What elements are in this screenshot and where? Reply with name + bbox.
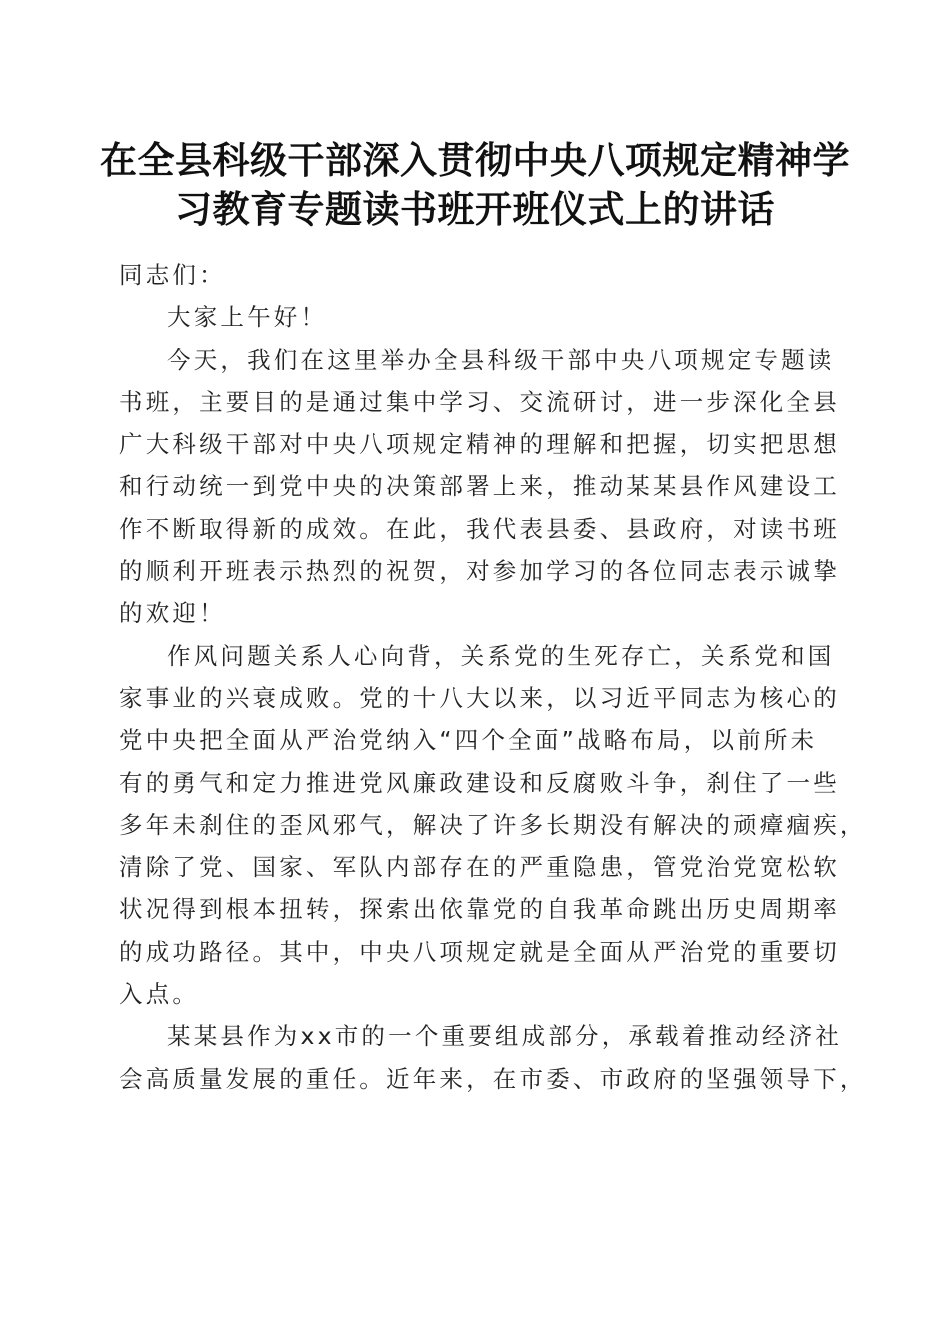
title-line-1: 在全县科级干部深入贯彻中央八项规定精神学 [100,138,850,182]
document-title [100,136,850,234]
document-body [119,254,867,1100]
paragraph-line: 书班，主要目的是通过集中学习、交流研讨，进一步深化全县 [119,387,840,416]
title-line-2: 习教育专题读书班开班仪式上的讲话 [175,187,775,231]
paragraph-line: 有的勇气和定力推进党风廉政建设和反腐败斗争，刹住了一些 [119,768,840,797]
paragraph-line: 今天，我们在这里举办全县科级干部中央八项规定专题读 [167,345,835,374]
paragraph-greeting [119,296,831,338]
paragraph-line: 多年未刹住的歪风邪气，解决了许多长期没有解决的顽瘴痼疾， [119,810,867,839]
paragraph-line: 的欢迎！ [119,599,226,628]
paragraph-line: 和行动统一到党中央的决策部署上来，推动某某县作风建设工 [119,472,840,501]
paragraph-line: 广大科级干部对中央八项规定精神的理解和把握，切实把思想 [119,430,840,459]
paragraph-line: 大家上午好！ [167,303,328,332]
salutation: 同志们： [119,261,226,289]
paragraph-line: 作不断取得新的成效。在此，我代表县委、县政府，对读书班 [119,514,840,543]
paragraph-line: 的顺利开班表示热烈的祝贺，对参加学习的各位同志表示诚挚 [119,557,840,586]
paragraph-line: 党中央把全面从严治党纳入“四个全面”战略布局，以前所未 [119,726,818,755]
paragraph-line: 入点。 [119,980,200,1009]
paragraph-line: 作风问题关系人心向背，关系党的生死存亡，关系党和国 [167,641,835,670]
paragraph-line: 会高质量发展的重任。近年来，在市委、市政府的坚强领导下， [119,1064,867,1093]
paragraph-line: 清除了党、国家、军队内部存在的严重隐患，管党治党宽松软 [119,853,840,882]
paragraph-county [119,1015,867,1100]
paragraph-opening [119,339,840,635]
paragraph-line: 的成功路径。其中，中央八项规定就是全面从严治党的重要切 [119,937,840,966]
paragraph-work-style [119,635,867,1016]
paragraph-line: 家事业的兴衰成败。党的十八大以来，以习近平同志为核心的 [119,683,840,712]
paragraph-line: 某某县作为xx市的一个重要组成部分，承载着推动经济社 [167,1022,843,1051]
paragraph-line: 状况得到根本扭转，探索出依靠党的自我革命跳出历史周期率 [119,895,840,924]
